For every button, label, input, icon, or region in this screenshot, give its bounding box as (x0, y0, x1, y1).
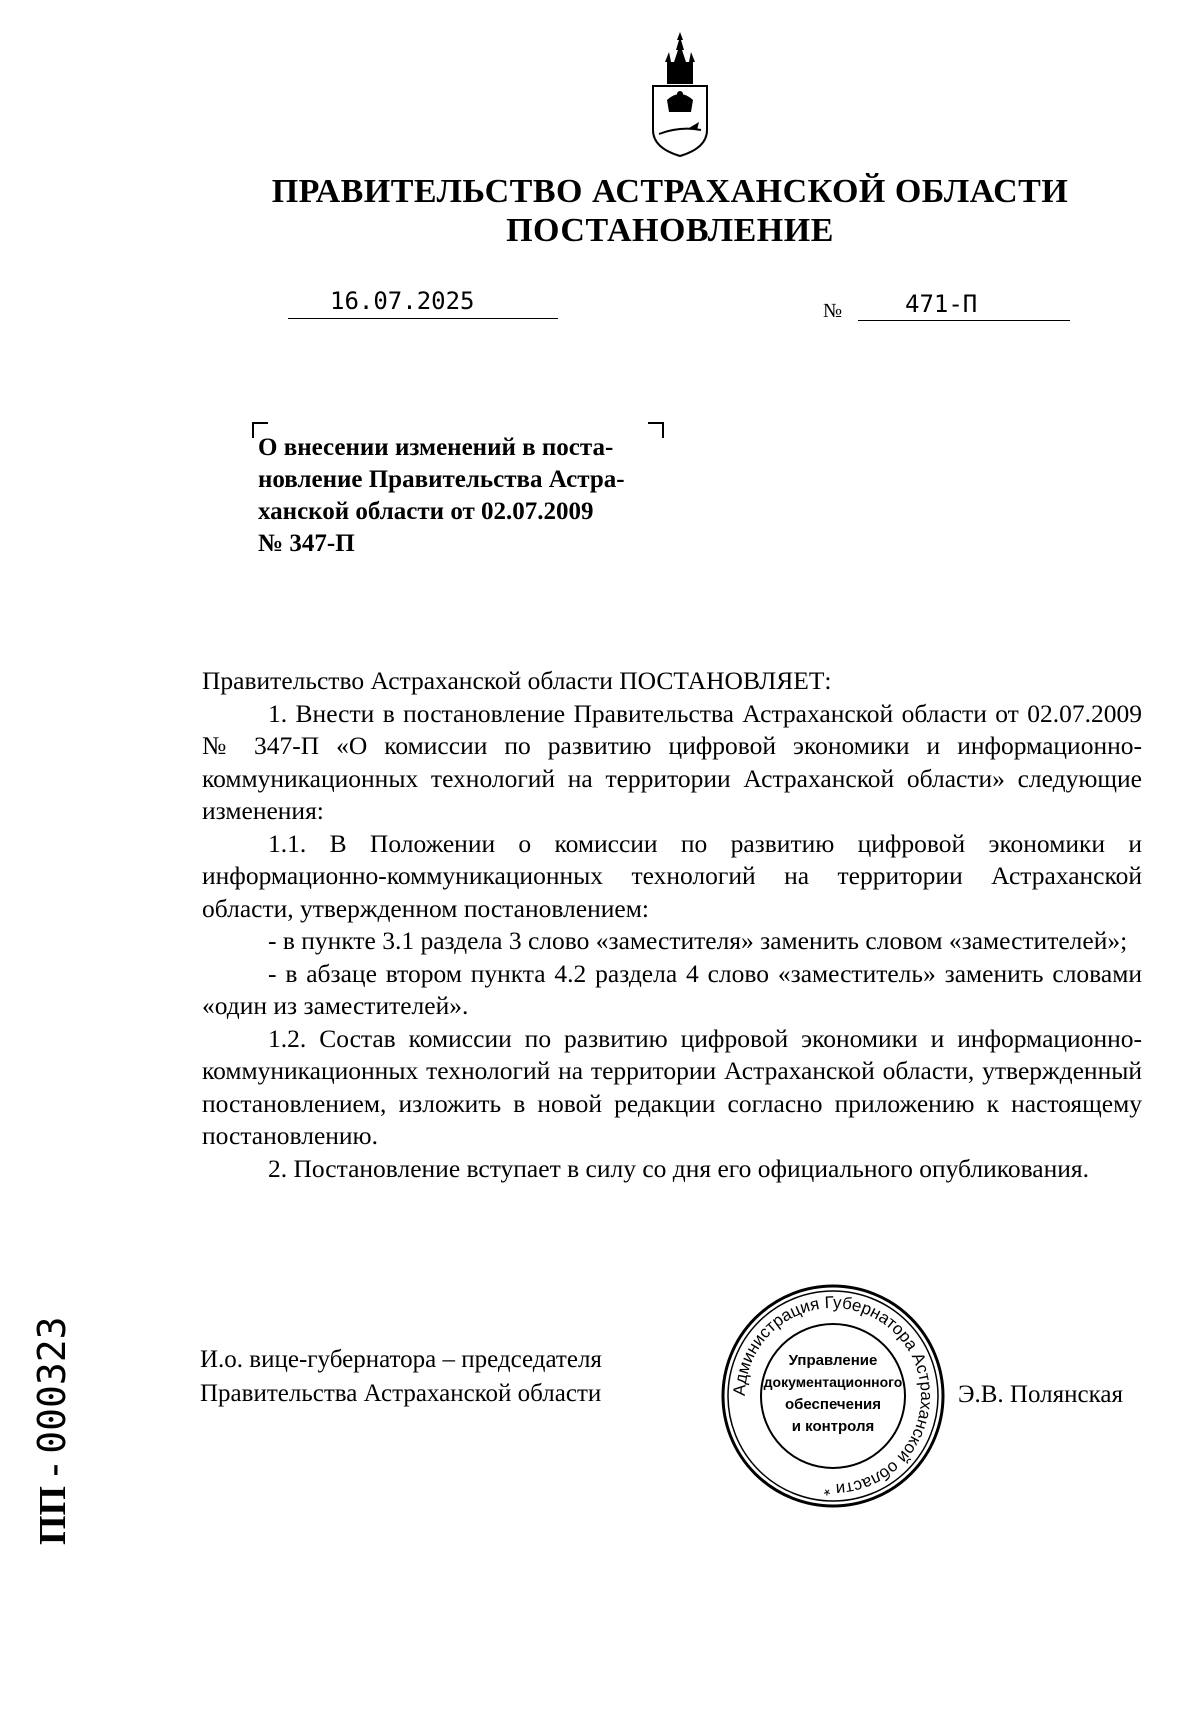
signatory-name: Э.В. Полянская (958, 1381, 1123, 1408)
stamp-center-line: документационного (763, 1374, 903, 1390)
subject-line: О внесении изменений в поста- (258, 434, 614, 461)
document-body (202, 665, 1142, 1185)
signatory-position-line: И.о. вице-губернатора – председателя (200, 1346, 602, 1373)
paragraph-1-2: 1.2. Состав комиссии по развитию цифровой экономики и информационно-коммуникационных технологий на территории Астраханской области, утвержденный постановлением, изложить в новой редакции согласно приложению к настоящему постановлению. (202, 1023, 1142, 1150)
stamp-center-line: обеспечения (784, 1396, 882, 1413)
body-intro: Правительство Астраханской области ПОСТАНОВЛЯЕТ: (202, 666, 832, 695)
stamp-center-line: и контроля (791, 1418, 875, 1435)
paragraph-1-1: 1.1. В Положении о комиссии по развитию цифровой экономики и информационно-коммуникационных технологий на территории Астраханской области, утвержденном постановлением: (202, 828, 1142, 923)
document-date: 16.07.2025 (330, 287, 475, 315)
coat-of-arms-icon (645, 30, 715, 160)
document-number: 471-П (905, 290, 978, 318)
margin-code-digits: 000323 (30, 1316, 74, 1454)
subject-line: ханской области от 02.07.2009 (258, 498, 594, 525)
document-type-title: ПОСТАНОВЛЕНИЕ (506, 212, 834, 249)
paragraph-1: 1. Внести в постановление Правительства Астраханской области от 02.07.2009 № 347-П «О комиссии по развитию цифровой экономики и информационно-коммуникационных технологий на территории Астраханской области» следующие изменения: (202, 698, 1142, 825)
paragraph-2: 2. Постановление вступает в силу со дня его официального опубликования. (268, 1153, 1089, 1183)
subject-line: № 347-П (258, 530, 355, 557)
signatory-position (200, 1343, 602, 1411)
paragraph-1-1-a: - в пункте 3.1 раздела 3 слово «заместителя» заменить словом «заместителей»; (268, 926, 1128, 955)
government-title: ПРАВИТЕЛЬСТВО АСТРАХАНСКОЙ ОБЛАСТИ (271, 173, 1069, 210)
margin-registration-code (30, 1285, 80, 1545)
paragraph-1-1-b: - в абзаце втором пункта 4.2 раздела 4 слово «заместитель» заменить словами «один из заместителей». (202, 958, 1142, 1020)
number-sign: № (823, 300, 843, 322)
subject-line: новление Правительства Астра- (258, 466, 625, 493)
stamp-ring-text: Администрация Губернатора Астраханской области * (729, 1292, 937, 1500)
subject-block (258, 432, 658, 560)
margin-code-prefix: ПП - (32, 1463, 74, 1545)
stamp-center-line: Управление (788, 1352, 878, 1369)
signatory-position-line: Правительства Астраханской области (200, 1380, 602, 1407)
official-stamp (720, 1283, 946, 1509)
